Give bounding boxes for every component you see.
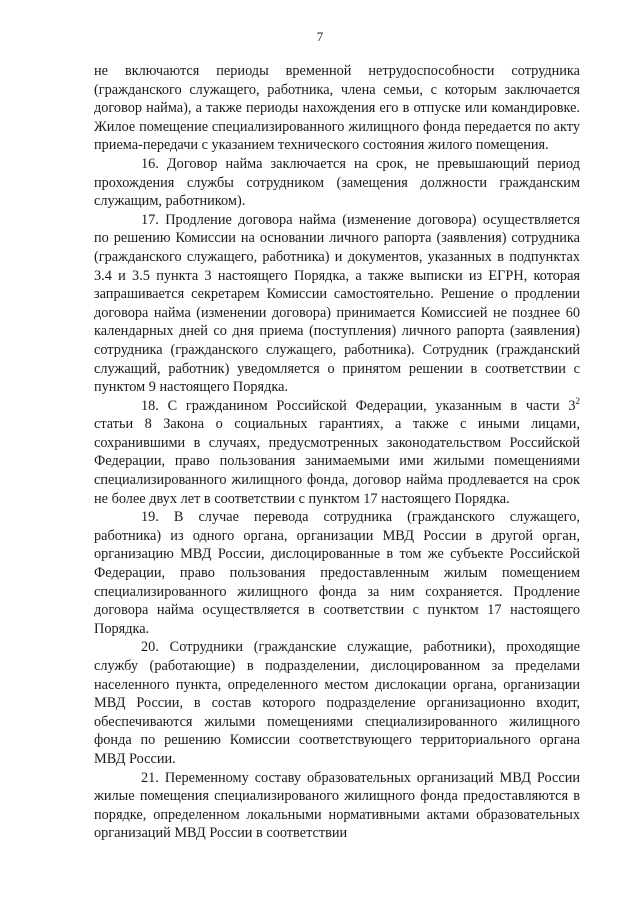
paragraph-17: 17. Продление договора найма (изменение договора) осуществляется по решению Комиссии на основании личного рапорта (заявления) сотрудника (гражданского служащего, работника) и документов, указанных в подпунктах 3.4 и 3.5 пункта 3 настоящего Порядка, а также выписки из ЕГРН, которая запрашивается секретарем Комиссии самостоятельно. Решение о продлении договора найма (изменении договора) принимается Комиссией не позднее 60 календарных дней со дня приема (поступления) личного рапорта (заявления) сотрудника (гражданского служащего, работника). Сотрудник (гражданский служащий, работник) уведомляется о принятом решении в соответствии с пунктом 9 настоящего Порядка. [94, 211, 580, 396]
paragraph-continuation: не включаются периоды временной нетрудоспособности сотрудника (гражданского служащего, работника, члена семьи, с которым заключается договор найма), а также периоды нахождения его в отпуске или командировке. Жилое помещение специализированного жилищного фонда передается по акту приема-передачи с указанием технического состояния жилого помещения. [94, 63, 580, 154]
paragraph-18-part-2: статьи 8 Закона о социальных гарантиях, а также с иными лицами, сохранившими в случаях, предусмотренных законодательством Российской Федерации, право пользования занимаемыми ими жилыми помещениями специализированного жилищного фонда, договор найма продлевается на срок не более двух лет в соответствии с пунктом 17 настоящего Порядка. [94, 416, 580, 507]
paragraph-18 [94, 397, 580, 509]
paragraph-20: 20. Сотрудники (гражданские служащие, работники), проходящие службу (работающие) в подразделении, дислоцированном за пределами населенного пункта, определенного местом дислокации органа, организации МВД России, в состав которого подразделение организационно входит, обеспечиваются жилыми помещениями специализированного жилищного фонда по решению Комиссии соответствующего территориального органа МВД России. [94, 639, 580, 767]
paragraph-21: 21. Переменному составу образовательных организаций МВД России жилые помещения специализированого жилищного фонда предоставляются в порядке, определенном локальными нормативными актами образовательных организаций МВД России в соответствии [94, 769, 580, 842]
document-body [94, 62, 580, 843]
superscript-2: 2 [575, 395, 580, 406]
paragraph-18-part-1: 18. С гражданином Российской Федерации, указанным в части 3 [141, 397, 576, 414]
paragraph-19: 19. В случае перевода сотрудника (гражданского служащего, работника) из одного органа, организации МВД России в другой орган, организацию МВД России, дислоцированные в том же субъекте Российской Федерации, право пользования предоставленным жилым помещением специализированного жилищного фонда за ним сохраняется. Продление договора найма осуществляется в соответствии с пунктом 17 настоящего Порядка. [94, 509, 580, 637]
page-number: 7 [316, 29, 324, 44]
paragraph-16: 16. Договор найма заключается на срок, не превышающий период прохождения службы сотрудником (замещения должности гражданским служащим, работником). [94, 155, 580, 210]
